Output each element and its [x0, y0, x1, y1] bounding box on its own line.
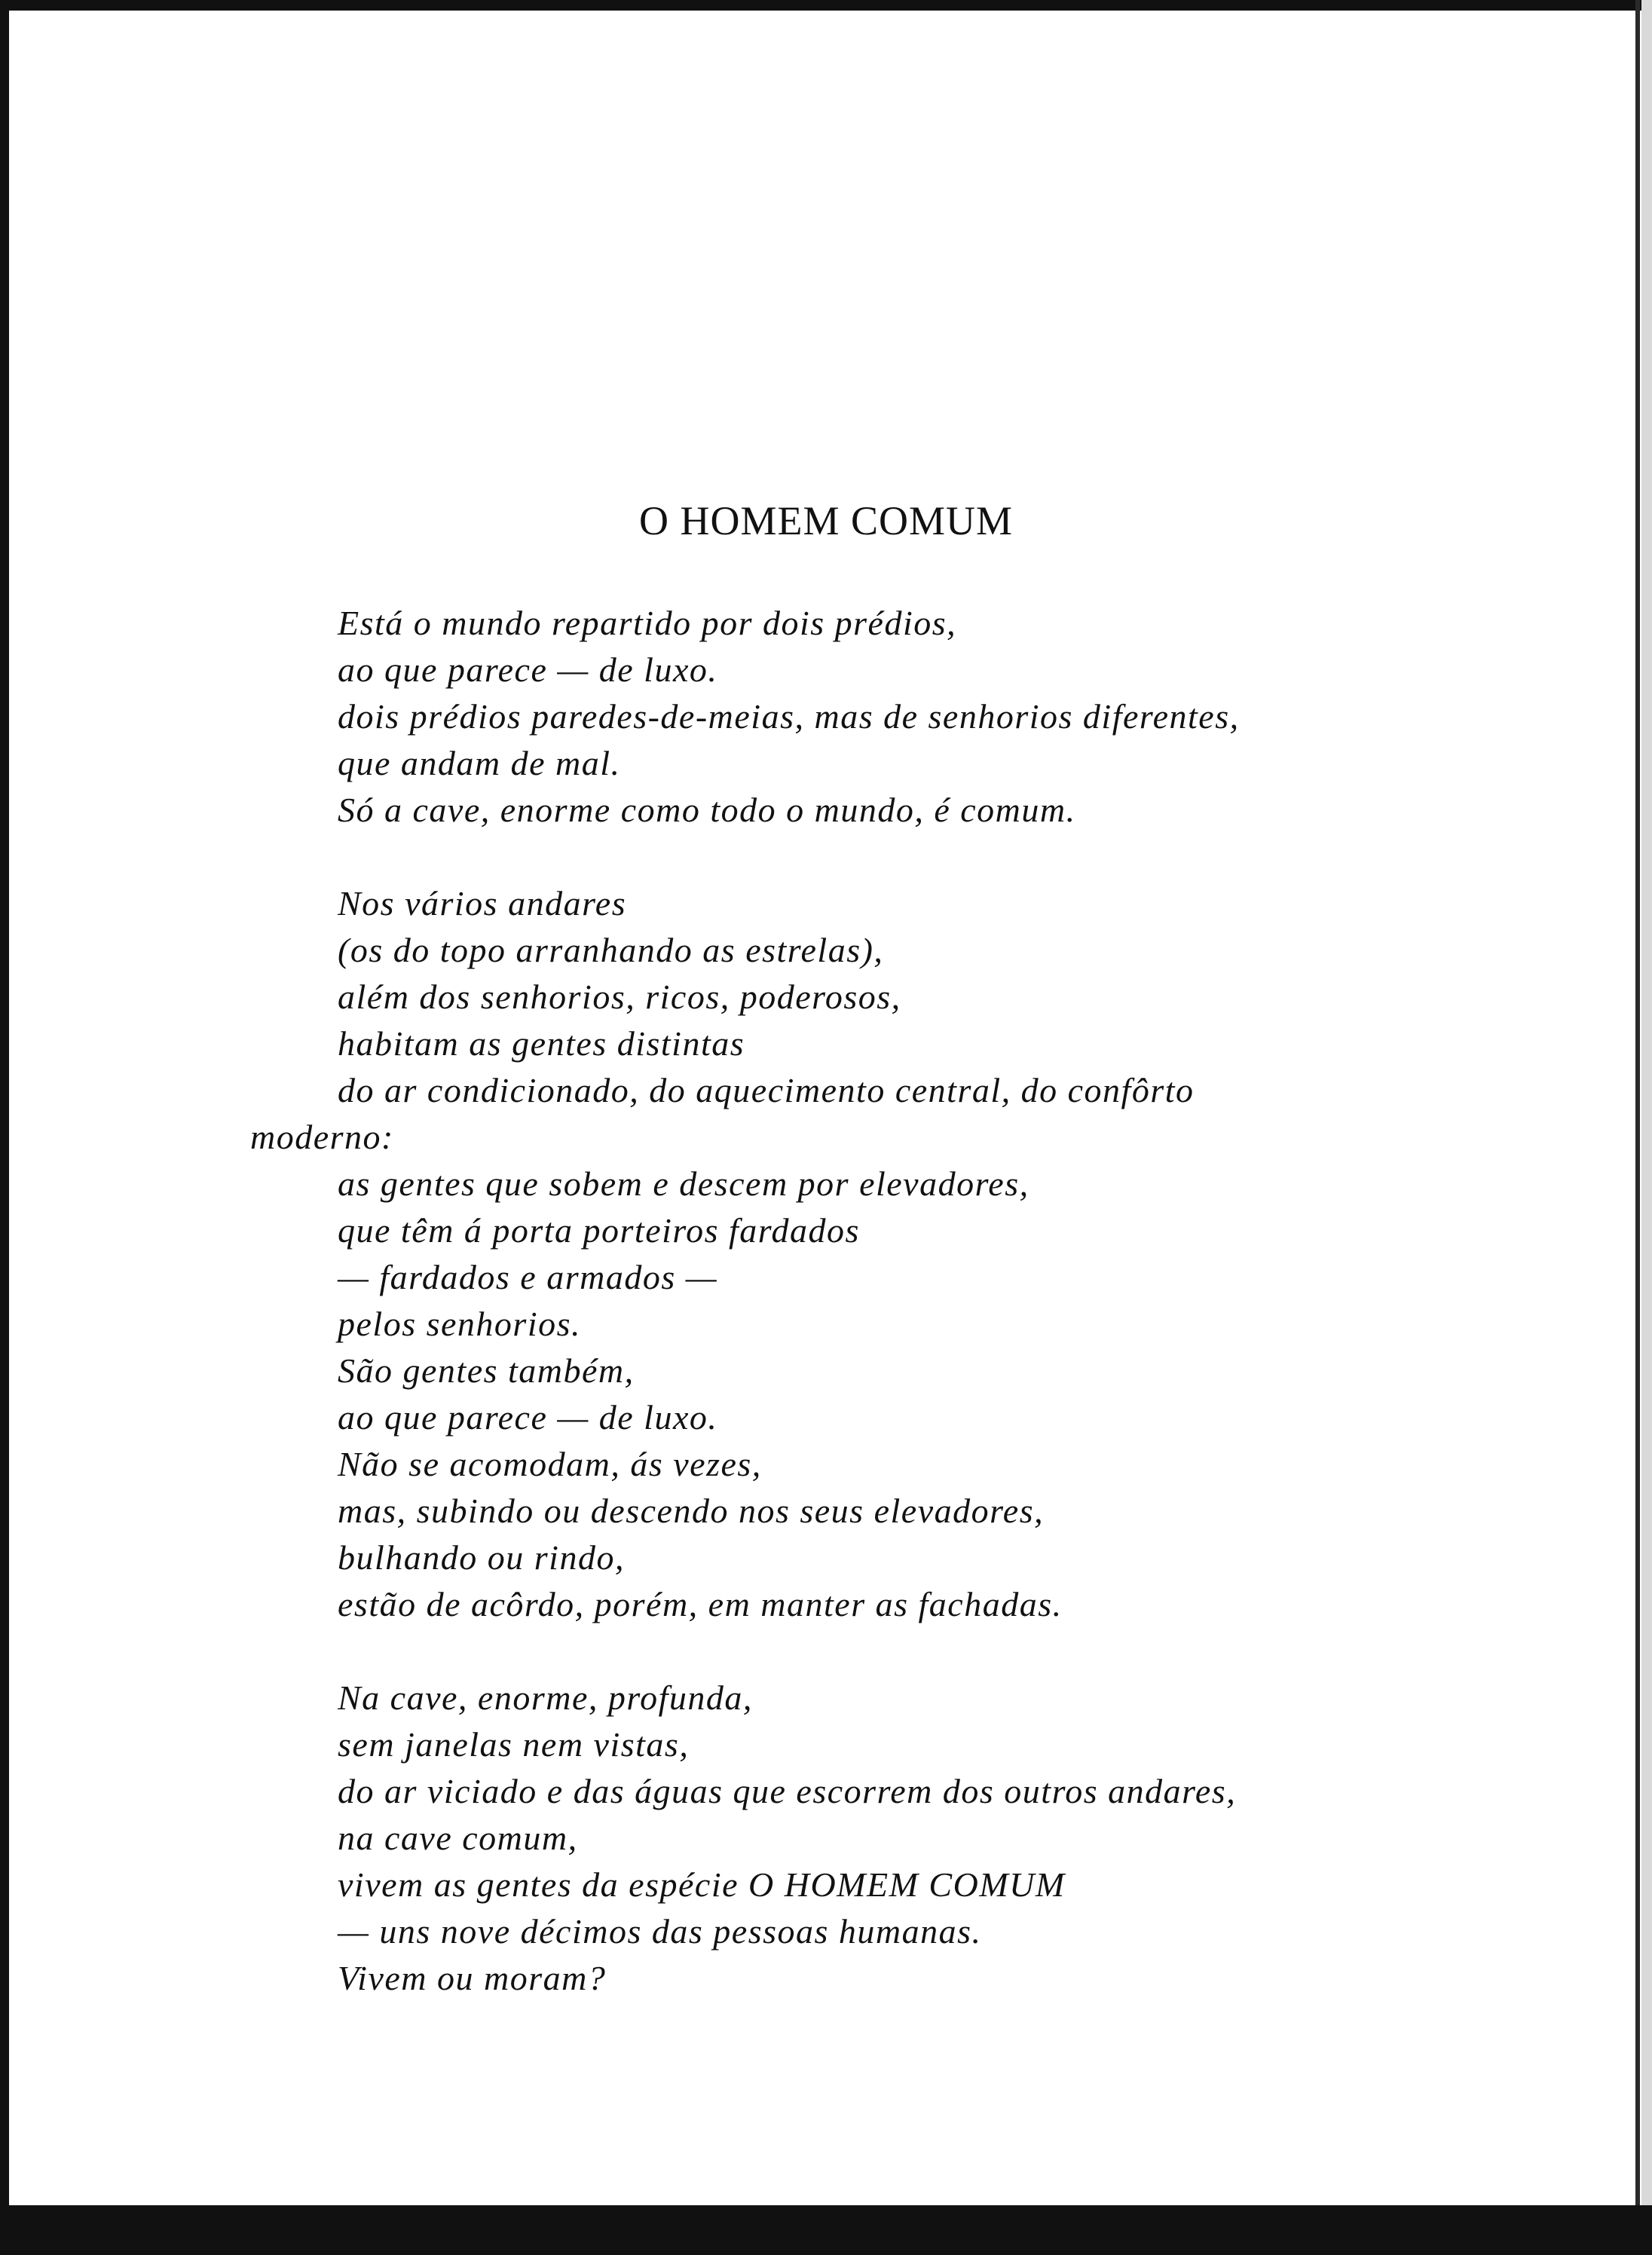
poem-line: vivem as gentes da espécie O HOMEM COMUM — [338, 1865, 1066, 1904]
poem-line: ao que parece — de luxo. — [338, 1398, 718, 1437]
poem-line: ao que parece — de luxo. — [338, 650, 718, 689]
poem-title: O HOMEM COMUM — [638, 498, 1014, 543]
poem-line: Está o mundo repartido por dois prédios, — [338, 604, 957, 642]
poem-line: do ar viciado e das águas que escorrem dos outros andares, — [338, 1772, 1237, 1810]
poem-line: São gentes também, — [338, 1351, 635, 1390]
poem-line: (os do topo arranhando as estrelas), — [338, 931, 884, 969]
poem-line: na cave comum, — [338, 1819, 578, 1857]
poem-line: mas, subindo ou descendo nos seus elevadores, — [338, 1492, 1045, 1530]
poem-line: que andam de mal. — [338, 744, 621, 782]
page-right-edge-line — [1635, 0, 1640, 2255]
poem-line: Nos vários andares — [338, 884, 627, 922]
poem-line: bulhando ou rindo, — [338, 1538, 625, 1577]
poem-line: habitam as gentes distintas — [338, 1024, 745, 1063]
page-right-edge — [1641, 0, 1652, 2255]
poem-line: estão de acôrdo, porém, em manter as fachadas. — [338, 1585, 1063, 1623]
poem-line: além dos senhorios, ricos, poderosos, — [338, 978, 901, 1016]
poem-line: Na cave, enorme, profunda, — [338, 1678, 753, 1717]
poem-line: — uns nove décimos das pessoas humanas. — [338, 1912, 982, 1951]
poem-line: — fardados e armados — — [338, 1258, 718, 1296]
poem-line: as gentes que sobem e descem por elevadores, — [338, 1164, 1029, 1203]
poem-line: Só a cave, enorme como todo o mundo, é comum. — [338, 791, 1076, 829]
poem-line: sem janelas nem vistas, — [338, 1725, 690, 1764]
page-left-edge — [0, 0, 9, 2255]
poem-line: que têm á porta porteiros fardados — [338, 1211, 860, 1250]
page-bottom-edge — [0, 2205, 1652, 2255]
poem-line: dois prédios paredes-de-meias, mas de senhorios diferentes, — [338, 697, 1240, 736]
poem-line: Vivem ou moram? — [338, 1959, 607, 1997]
poem-line: pelos senhorios. — [338, 1305, 581, 1343]
page-top-edge — [0, 0, 1652, 11]
poem-line-continuation: moderno: — [250, 1118, 394, 1156]
poem-line: Não se acomodam, ás vezes, — [338, 1445, 762, 1483]
poem-line: do ar condicionado, do aquecimento central, do confôrto — [338, 1071, 1195, 1109]
